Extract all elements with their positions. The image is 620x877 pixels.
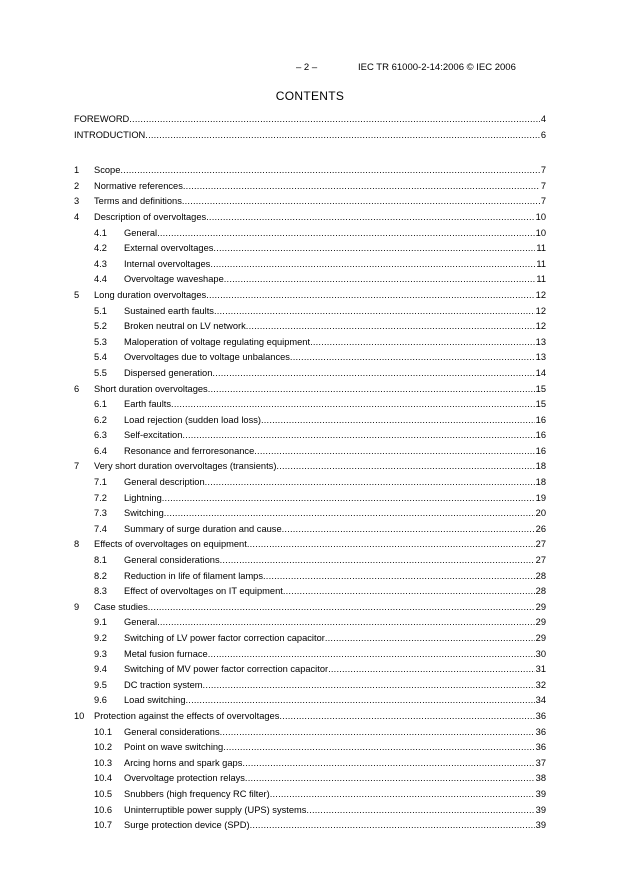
toc-entry[interactable] — [74, 128, 546, 144]
toc-entry-line — [124, 304, 546, 320]
toc-entry-line — [124, 522, 546, 538]
toc-entry-title: Broken neutral on LV network — [124, 319, 246, 335]
toc-entry-number: 2 — [74, 180, 80, 191]
toc-entry-line — [124, 491, 546, 507]
toc-entry[interactable] — [74, 194, 546, 210]
toc-entry-page: 18 — [535, 459, 546, 475]
toc-entry[interactable] — [74, 600, 546, 616]
toc-entry-page: 10 — [535, 210, 546, 226]
toc-entry-title: Overvoltage protection relays — [124, 771, 245, 787]
toc-entry-title: Metal fusion furnace — [124, 647, 208, 663]
toc-entry-page: 19 — [535, 491, 546, 507]
dot-leader — [129, 112, 540, 128]
toc-entry-page: 13 — [535, 335, 546, 351]
toc-entry-number: 9.5 — [94, 679, 107, 690]
toc-entry-line — [94, 382, 546, 398]
toc-entry[interactable] — [74, 382, 546, 398]
toc-entry[interactable] — [74, 112, 546, 128]
toc-entry-line — [94, 163, 546, 179]
dot-leader — [220, 553, 535, 569]
toc-entry-number: 5.3 — [94, 336, 107, 347]
toc-entry-title: Terms and definitions — [94, 194, 182, 210]
toc-entry[interactable] — [74, 350, 546, 366]
dot-leader — [182, 194, 540, 210]
dot-leader — [186, 693, 535, 709]
toc-entry-page: 38 — [535, 771, 546, 787]
dot-leader — [247, 537, 535, 553]
toc-entry-line — [124, 787, 546, 803]
toc-entry-page: 16 — [535, 413, 546, 429]
dot-leader — [290, 350, 535, 366]
toc-entry-title: Effect of overvoltages on IT equipment — [124, 584, 283, 600]
toc-entry-page: 27 — [535, 537, 546, 553]
toc-entry-line — [124, 678, 546, 694]
toc-entry-page: 36 — [535, 740, 546, 756]
toc-entry-title: Snubbers (high frequency RC filter) — [124, 787, 270, 803]
toc-entry-title: Switching of MV power factor correction capacitor — [124, 662, 328, 678]
toc-entry-number: 6 — [74, 383, 80, 394]
toc-entry[interactable] — [74, 662, 546, 678]
toc-entry-page: 29 — [535, 600, 546, 616]
toc-entry-page: 13 — [535, 350, 546, 366]
toc-entry-page: 39 — [535, 818, 546, 834]
toc-entry-number: 6.2 — [94, 414, 107, 425]
dot-leader — [250, 818, 535, 834]
toc-entry-title: General — [124, 615, 157, 631]
toc-entry-title: Switching — [124, 506, 164, 522]
toc-entry-page: 28 — [535, 569, 546, 585]
toc-entry-title: Summary of surge duration and cause — [124, 522, 282, 538]
dot-leader — [310, 335, 535, 351]
toc-entry-title: Overvoltages due to voltage unbalances — [124, 350, 290, 366]
dot-leader — [261, 413, 535, 429]
toc-entry-number: 8.2 — [94, 570, 107, 581]
toc-entry-line — [124, 226, 546, 242]
document-reference: IEC TR 61000-2-14:2006 © IEC 2006 — [358, 62, 516, 73]
dot-leader — [210, 257, 535, 273]
toc-entry-page: 15 — [535, 382, 546, 398]
toc-entry[interactable] — [74, 226, 546, 242]
toc-entry[interactable] — [74, 771, 546, 787]
toc-entry-number: 9.4 — [94, 664, 107, 675]
toc-entry[interactable] — [74, 678, 546, 694]
toc-entry-line — [124, 647, 546, 663]
toc-entry-number: 10.4 — [94, 773, 113, 784]
toc-entry[interactable] — [74, 304, 546, 320]
toc-entry-number: 8.3 — [94, 586, 107, 597]
toc-entry-line — [94, 288, 546, 304]
toc-entry-title: Switching of LV power factor correction capacitor — [124, 631, 325, 647]
toc-entry-number: 10.5 — [94, 788, 113, 799]
dot-leader — [282, 522, 535, 538]
toc-entry-title: General — [124, 226, 157, 242]
toc-entry[interactable] — [74, 163, 546, 179]
toc-entry[interactable] — [74, 491, 546, 507]
toc-entry[interactable] — [74, 179, 546, 195]
dot-leader — [208, 647, 535, 663]
toc-entry-number: 9.1 — [94, 617, 107, 628]
toc-entry-title: INTRODUCTION — [74, 128, 145, 144]
table-of-contents — [74, 112, 546, 834]
toc-entry[interactable] — [74, 803, 546, 819]
toc-entry-number: 1 — [74, 165, 80, 176]
toc-entry-line — [124, 818, 546, 834]
toc-entry[interactable] — [74, 413, 546, 429]
toc-entry-page: 20 — [535, 506, 546, 522]
dot-leader — [145, 128, 540, 144]
toc-entry-line — [94, 194, 546, 210]
toc-entry-line — [124, 631, 546, 647]
toc-entry-title: Long duration overvoltages — [94, 288, 206, 304]
toc-entry-page: 14 — [535, 366, 546, 382]
toc-entry-title: Internal overvoltages — [124, 257, 210, 273]
toc-entry-page: 12 — [535, 288, 546, 304]
toc-entry[interactable] — [74, 506, 546, 522]
toc-entry-line — [124, 506, 546, 522]
toc-entry-page: 11 — [535, 257, 546, 273]
dot-leader — [120, 163, 539, 179]
toc-entry-page: 11 — [535, 272, 546, 288]
toc-entry-number: 5.5 — [94, 367, 107, 378]
toc-entry-line — [124, 725, 546, 741]
toc-entry-line — [124, 397, 546, 413]
toc-entry-title: Description of overvoltages — [94, 210, 206, 226]
toc-entry-line — [124, 444, 546, 460]
toc-entry-page: 29 — [535, 631, 546, 647]
toc-entry-number: 10.2 — [94, 742, 113, 753]
dot-leader — [171, 397, 535, 413]
toc-entry-line — [124, 553, 546, 569]
toc-entry-page: 26 — [535, 522, 546, 538]
toc-entry-number: 6.4 — [94, 445, 107, 456]
toc-entry-number: 7.3 — [94, 508, 107, 519]
toc-entry-title: DC traction system — [124, 678, 203, 694]
dot-leader — [213, 241, 535, 257]
section-gap — [74, 143, 546, 163]
toc-entry-title: Reduction in life of filament lamps — [124, 569, 263, 585]
dot-leader — [223, 740, 534, 756]
toc-entry-line — [124, 569, 546, 585]
toc-entry-title: Lightning — [124, 491, 162, 507]
dot-leader — [157, 226, 535, 242]
toc-entry-line — [94, 459, 546, 475]
toc-entry-title: General considerations — [124, 553, 220, 569]
dot-leader — [212, 366, 534, 382]
toc-entry-number: 4.2 — [94, 243, 107, 254]
toc-entry-title: Protection against the effects of overvoltages — [94, 709, 279, 725]
toc-entry-number: 10 — [74, 710, 85, 721]
toc-entry[interactable] — [74, 553, 546, 569]
dot-leader — [203, 678, 535, 694]
toc-entry-title: Uninterruptible power supply (UPS) systems — [124, 803, 306, 819]
toc-entry-number: 4.4 — [94, 274, 107, 285]
toc-entry-line — [124, 803, 546, 819]
dot-leader — [276, 459, 534, 475]
toc-entry[interactable] — [74, 319, 546, 335]
toc-entry-page: 15 — [535, 397, 546, 413]
toc-entry[interactable] — [74, 459, 546, 475]
dot-leader — [263, 569, 535, 585]
toc-entry-page: 39 — [535, 803, 546, 819]
toc-entry-line — [124, 475, 546, 491]
dot-leader — [214, 304, 535, 320]
toc-entry[interactable] — [74, 725, 546, 741]
toc-entry[interactable] — [74, 537, 546, 553]
toc-entry-page: 7 — [540, 194, 546, 210]
dot-leader — [283, 584, 535, 600]
toc-entry[interactable] — [74, 756, 546, 772]
dot-leader — [164, 506, 535, 522]
toc-entry-line — [124, 740, 546, 756]
toc-entry-title: Resonance and ferroresonance — [124, 444, 254, 460]
toc-entry-line — [124, 241, 546, 257]
toc-entry[interactable] — [74, 584, 546, 600]
toc-entry-line — [124, 693, 546, 709]
toc-entry[interactable] — [74, 397, 546, 413]
toc-entry[interactable] — [74, 709, 546, 725]
toc-entry[interactable] — [74, 444, 546, 460]
toc-entry-number: 10.1 — [94, 726, 113, 737]
dot-leader — [246, 319, 535, 335]
toc-entry-number: 6.3 — [94, 430, 107, 441]
toc-entry-number: 4.3 — [94, 258, 107, 269]
toc-entry-page: 28 — [535, 584, 546, 600]
dot-leader — [206, 210, 535, 226]
page-title: CONTENTS — [275, 89, 345, 103]
dot-leader — [242, 756, 534, 772]
toc-entry-number: 5.2 — [94, 321, 107, 332]
toc-entry[interactable] — [74, 615, 546, 631]
toc-entry-number: 5.1 — [94, 305, 107, 316]
dot-leader — [206, 288, 534, 304]
toc-entry[interactable] — [74, 210, 546, 226]
toc-entry-line — [124, 350, 546, 366]
toc-entry-title: General description — [124, 475, 205, 491]
toc-entry[interactable] — [74, 272, 546, 288]
toc-entry-line — [124, 662, 546, 678]
toc-entry-number: 9.2 — [94, 633, 107, 643]
dot-leader — [205, 475, 535, 491]
toc-entry-number: 7.2 — [94, 492, 107, 503]
dot-leader — [270, 787, 535, 803]
toc-entry-line — [124, 272, 546, 288]
toc-entry-line — [124, 615, 546, 631]
dot-leader — [328, 662, 535, 678]
toc-entry-title: External overvoltages — [124, 241, 213, 257]
toc-entry-title: Dispersed generation — [124, 366, 212, 382]
toc-entry[interactable] — [74, 631, 546, 647]
toc-entry-page: 10 — [535, 226, 546, 242]
toc-entry[interactable] — [74, 818, 546, 834]
toc-entry-line — [124, 319, 546, 335]
toc-entry-number: 5 — [74, 289, 80, 300]
toc-entry[interactable] — [74, 569, 546, 585]
dot-leader — [325, 631, 535, 647]
toc-entry-page: 4 — [540, 112, 546, 128]
toc-entry-title: General considerations — [124, 725, 220, 741]
toc-entry[interactable] — [74, 740, 546, 756]
dot-leader — [254, 444, 534, 460]
toc-entry[interactable] — [74, 475, 546, 491]
toc-entry-page: 36 — [535, 725, 546, 741]
toc-entry-line — [124, 335, 546, 351]
dot-leader — [157, 615, 535, 631]
toc-entry-title: Scope — [94, 163, 120, 179]
toc-entry[interactable] — [74, 257, 546, 273]
toc-entry-line — [124, 771, 546, 787]
toc-entry[interactable] — [74, 241, 546, 257]
dot-leader — [162, 491, 535, 507]
toc-entry-number: 10.6 — [94, 804, 113, 815]
toc-entry-page: 29 — [535, 615, 546, 631]
toc-entry-line — [124, 756, 546, 772]
toc-entry-number: 9.6 — [94, 695, 107, 706]
toc-entry[interactable] — [74, 647, 546, 663]
toc-entry-line — [124, 413, 546, 429]
toc-entry-title: Load switching — [124, 693, 186, 709]
toc-entry-page: 12 — [535, 319, 546, 335]
dot-leader — [224, 272, 536, 288]
toc-entry[interactable] — [74, 693, 546, 709]
toc-entry-number: 7.4 — [94, 523, 107, 534]
toc-entry-title: Arcing horns and spark gaps — [124, 756, 242, 772]
toc-entry-number: 3 — [74, 196, 80, 207]
toc-entry-page: 32 — [535, 678, 546, 694]
toc-entry-line — [94, 210, 546, 226]
toc-entry-number: 8 — [74, 539, 80, 550]
toc-entry-page: 6 — [540, 128, 546, 144]
toc-entry-title: Self-excitation — [124, 428, 182, 444]
toc-entry[interactable] — [74, 335, 546, 351]
toc-entry-line — [124, 366, 546, 382]
toc-entry[interactable] — [74, 428, 546, 444]
toc-entry-title: Case studies — [94, 600, 148, 616]
toc-entry-title: Effects of overvoltages on equipment — [94, 537, 247, 553]
toc-entry-page: 34 — [535, 693, 546, 709]
toc-entry-line — [94, 709, 546, 725]
dot-leader — [279, 709, 534, 725]
dot-leader — [245, 771, 535, 787]
toc-entry-line — [94, 179, 546, 195]
toc-entry-line — [74, 112, 546, 128]
toc-entry-page: 36 — [535, 709, 546, 725]
toc-entry-line — [94, 537, 546, 553]
toc-entry-title: Point on wave switching — [124, 740, 223, 756]
toc-entry-page: 16 — [535, 444, 546, 460]
toc-entry-number: 5.4 — [94, 352, 107, 363]
toc-entry-page: 30 — [535, 647, 546, 663]
toc-entry-page: 37 — [535, 756, 546, 772]
toc-entry-number: 4.1 — [94, 227, 107, 238]
toc-entry-page: 7 — [540, 163, 546, 179]
dot-leader — [306, 803, 534, 819]
toc-entry-title: Earth faults — [124, 397, 171, 413]
toc-entry-number: 6.1 — [94, 399, 107, 410]
toc-entry-number: 9 — [74, 601, 80, 612]
toc-entry-title: Normative references — [94, 179, 183, 195]
toc-entry-line — [124, 428, 546, 444]
toc-entry-number: 8.1 — [94, 555, 107, 566]
toc-entry-title: Very short duration overvoltages (transients) — [94, 459, 276, 475]
toc-entry-page: 16 — [535, 428, 546, 444]
toc-entry-line — [124, 584, 546, 600]
dot-leader — [182, 428, 534, 444]
toc-entry-number: 10.3 — [94, 757, 113, 768]
toc-entry-title: Surge protection device (SPD) — [124, 818, 250, 834]
toc-entry-title: Maloperation of voltage regulating equipment — [124, 335, 310, 351]
toc-entry-title: Overvoltage waveshape — [124, 272, 224, 288]
toc-entry-line — [124, 257, 546, 273]
toc-entry-title: FOREWORD — [74, 112, 129, 128]
toc-entry-page: 11 — [535, 241, 546, 257]
toc-entry-page: 18 — [535, 475, 546, 491]
toc-entry-title: Short duration overvoltages — [94, 382, 208, 398]
toc-entry-title: Sustained earth faults — [124, 304, 214, 320]
toc-entry-number: 4 — [74, 211, 80, 222]
toc-entry-title: Load rejection (sudden load loss) — [124, 413, 261, 429]
toc-entry-line — [94, 600, 546, 616]
dot-leader — [148, 600, 535, 616]
toc-entry-number: 9.3 — [94, 648, 107, 659]
page-number: – 2 – — [296, 62, 318, 73]
toc-entry-page: 7 — [540, 179, 546, 195]
toc-entry[interactable] — [74, 366, 546, 382]
dot-leader — [208, 382, 535, 398]
toc-entry[interactable] — [74, 787, 546, 803]
dot-leader — [183, 179, 540, 195]
toc-entry-page: 31 — [535, 662, 546, 678]
toc-entry[interactable] — [74, 522, 546, 538]
toc-entry-page: 12 — [535, 304, 546, 320]
toc-entry-page: 39 — [535, 787, 546, 803]
toc-entry-number: 7.1 — [94, 477, 107, 488]
toc-entry-page: 27 — [535, 553, 546, 569]
toc-entry[interactable] — [74, 288, 546, 304]
dot-leader — [220, 725, 535, 741]
toc-entry-line — [74, 128, 546, 144]
toc-entry-number: 7 — [74, 461, 80, 472]
toc-entry-number: 10.7 — [94, 820, 113, 831]
